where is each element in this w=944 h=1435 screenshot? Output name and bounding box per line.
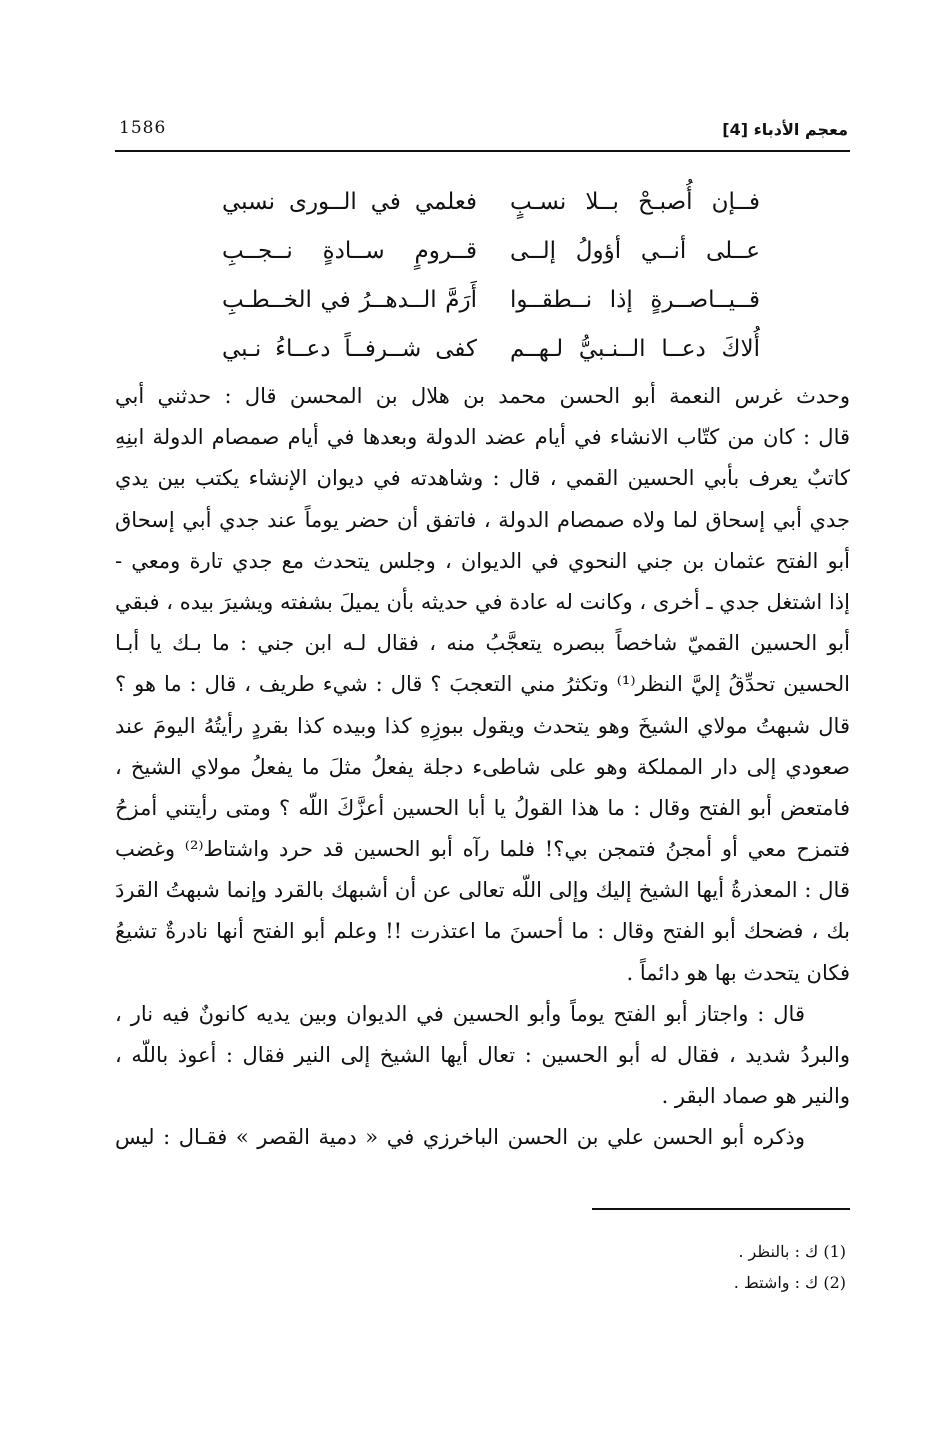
poem: [210, 182, 770, 378]
text-line: قال : المعذرةُ أيها الشيخ إليك وإلى اللّه تعالى عن أن أشبهك بالقرد وإنما شبهتُ القردَ: [115, 878, 850, 903]
text-line: الحسين تحدِّقُ إليَّ النظر⁽¹⁾ وتكثرُ مني التعجبَ ؟ قال : شيء طريف ، قال : ما هو ؟: [115, 672, 850, 697]
verse-first-hemistich: قــيــاصــرةٍ إذا نــطقــوا: [510, 287, 760, 313]
text-line: والبردُ شديد ، فقال له أبو الحسين : تعال أيها الشيخ إلى النير فقال : أعوذ باللّه ،: [115, 1043, 850, 1067]
text-line: أبو الفتح عثمان بن جني النحوي في الديوان ، وجلس يتحدث مع جدي تارة ومعي -: [115, 548, 850, 573]
page-header: [115, 114, 850, 152]
text-line: بك ، فضحك أبو الفتح وقال : ما أحسنَ ما اعتذرت !! وعلم أبو الفتح أنها نادرةٌ تشيعُ: [115, 919, 850, 944]
text-line: فتمزح معي أو أمجنُ فتمجن بي؟! فلما رآه أبو الحسين قد حرد واشتاط⁽²⁾ وغضب: [115, 837, 850, 862]
page-number: 1586: [119, 118, 167, 138]
footnotes: [734, 1236, 846, 1298]
verse-first-hemistich: عــلى أنــي أؤولُ إلــى: [510, 238, 760, 264]
body-text: [115, 376, 850, 1159]
footnote: (1) ك : بالنظر .: [738, 1242, 846, 1261]
running-title: معجم الأدباء [4]: [722, 120, 848, 139]
verse-first-hemistich: فــإن أُصبـحْ بــلا نسـبٍ: [510, 189, 760, 215]
text-line: صعودي إلى دار المملكة وهو على شاطىء دجلة يفعلُ مثلَ ما يفعلُ مولاي الشيخ ،: [115, 754, 850, 779]
verse: [210, 280, 770, 329]
text-line: والنير هو صماد البقر .: [661, 1084, 850, 1109]
text-line: قال شبهتُ مولاي الشيخَ وهو يتحدث ويقول ببوزِهِ كذا وبيده كذا بقردٍ رأيتُهُ اليومَ عند: [115, 713, 850, 738]
text-line: جدي أبي إسحاق لما ولاه صمصام الدولة ، فاتفق أن حضر يوماً عند جدي أبي إسحاق: [115, 507, 850, 532]
text-line: قال : واجتاز أبو الفتح يوماً وأبو الحسين في الديوان وبين يديه كانونٌ فيه نار ،: [115, 1001, 805, 1026]
verse-second-hemistich: قــرومٍ ســادةٍ نــجــبِ: [222, 238, 477, 264]
text-line: وذكره أبو الحسن علي بن الحسن الباخرزي في « دمية القصر » فقـال : ليس: [115, 1125, 805, 1150]
verse-second-hemistich: كفى شــرفــاً دعــاءُ نـبي: [222, 336, 477, 362]
text-line: كاتبٌ يعرف بأبي الحسين القمي ، قال : وشاهدته في ديوان الإنشاء يكتب بين يدي: [115, 466, 850, 491]
verse-first-hemistich: أُلاكَ دعــا الــنـبيُّ لـهــم: [510, 336, 760, 362]
text-line: قال : كان من كتّاب الانشاء في أيام عضد الدولة وبعدها في أيام صمصام الدولة ابنِهِ: [115, 425, 850, 450]
verse-second-hemistich: أَرَمَّ الــدهــرُ في الخــطـبِ: [222, 287, 477, 313]
verse: [210, 182, 770, 231]
verse: [210, 231, 770, 280]
footnote-separator: [592, 1208, 850, 1210]
text-line: إذا اشتغل جدي ـ أخرى ، وكانت له عادة في حديثه بأن يميلَ بشفته ويشيرَ بيده ، فبقي: [115, 589, 850, 614]
verse-second-hemistich: فعلمي في الــورى نسبي: [222, 189, 477, 215]
text-line: وحدث غرس النعمة أبو الحسن محمد بن هلال بن المحسن قال : حدثني أبي: [115, 384, 850, 408]
verse: [210, 329, 770, 378]
text-line: فامتعض أبو الفتح وقال : ما هذا القولُ يا أبا الحسين أعزَّكَ اللّه ؟ ومتى رأيتني أمزحُ: [115, 795, 850, 820]
footnote: (2) ك : واشتط .: [733, 1273, 846, 1292]
text-line: فكان يتحدث بها هو دائماً .: [626, 960, 850, 985]
text-line: أبو الحسين القميّ شاخصاً ببصره يتعجَّبُ منه ، فقال لـه ابن جني : ما بـك يا أبـا: [115, 631, 850, 656]
